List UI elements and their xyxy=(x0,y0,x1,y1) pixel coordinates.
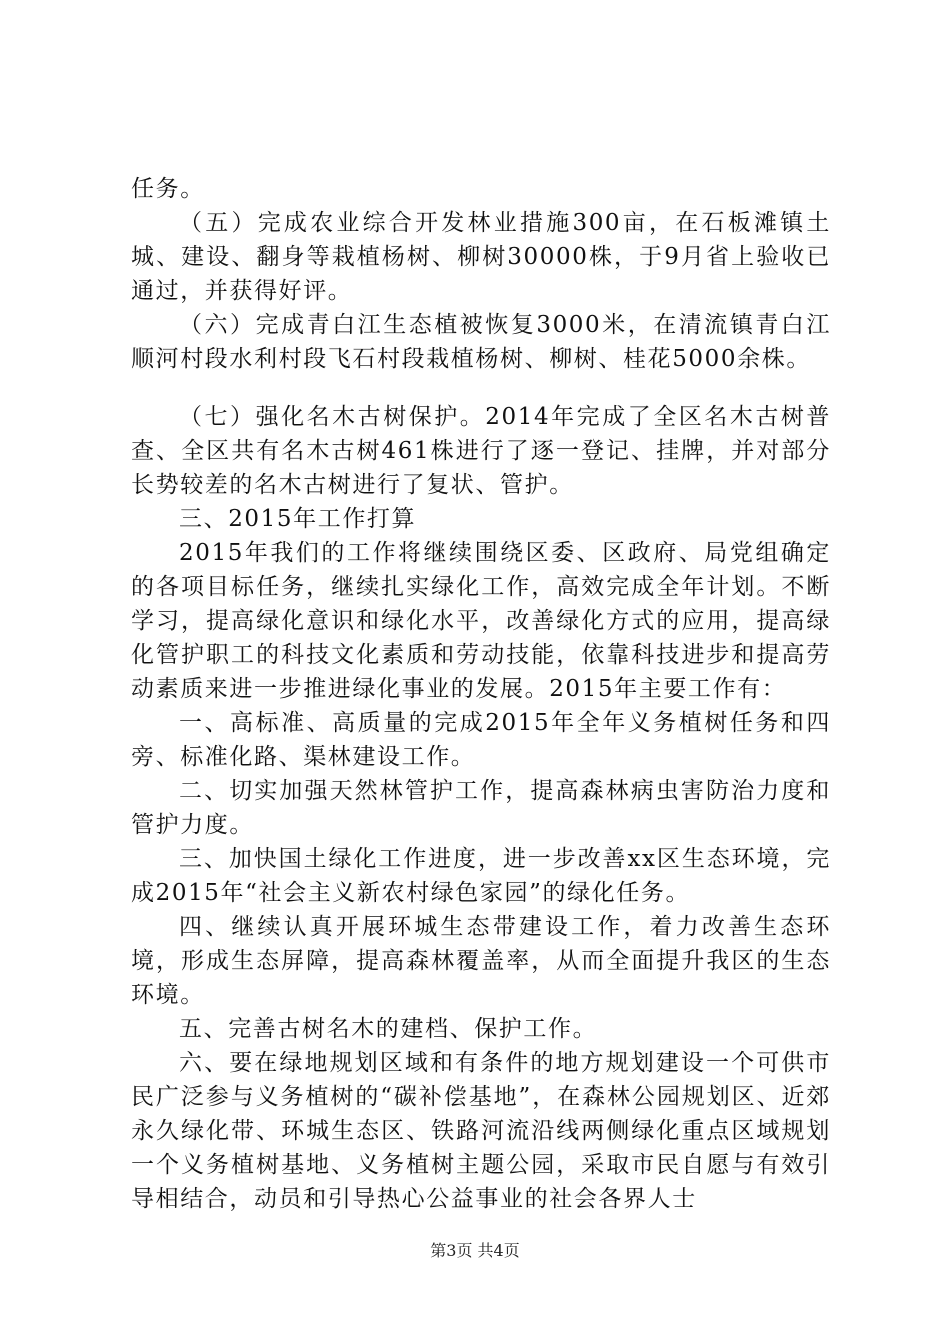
plan-item-6: 六、要在绿地规划区域和有条件的地方规划建设一个可供市民广泛参与义务植树的“碳补偿基地”，在森林公园规划区、近郊永久绿化带、环城生态区、铁路河流沿线两侧绿化重点区域规划一个义务植树基地、义务植树主题公园，采取市民自愿与有效引导相结合，动员和引导热心公益事业的社会各界人士 xyxy=(131,1050,831,1212)
paragraph-gap xyxy=(131,376,831,400)
page-number-label: 第3页 共4页 xyxy=(430,1241,520,1260)
paragraph-continuation: 任务。 xyxy=(131,176,205,202)
paragraph-item-7: （七）强化名木古树保护。2014年完成了全区名木古树普查、全区共有名木古树461株进行了逐一登记、挂牌，并对部分长势较差的名木古树进行了复状、管护。 xyxy=(131,404,831,498)
page-footer xyxy=(0,1241,950,1261)
plan-item-2: 二、切实加强天然林管护工作，提高森林病虫害防治力度和管护力度。 xyxy=(131,778,831,838)
plan-item-4: 四、继续认真开展环城生态带建设工作，着力改善生态环境，形成生态屏障，提高森林覆盖率，从而全面提升我区的生态环境。 xyxy=(131,914,831,1008)
document-body xyxy=(131,172,831,1216)
plan-item-3: 三、加快国土绿化工作进度，进一步改善xx区生态环境，完成2015年“社会主义新农村绿色家园”的绿化任务。 xyxy=(131,846,831,906)
plan-item-1: 一、高标准、高质量的完成2015年全年义务植树任务和四旁、标准化路、渠林建设工作。 xyxy=(131,710,831,770)
paragraph-item-6: （六）完成青白江生态植被恢复3000米，在清流镇青白江顺河村段水利村段飞石村段栽植杨树、柳树、桂花5000余株。 xyxy=(131,312,831,372)
paragraph-plan-intro: 2015年我们的工作将继续围绕区委、区政府、局党组确定的各项目标任务，继续扎实绿化工作，高效完成全年计划。不断学习，提高绿化意识和绿化水平，改善绿化方式的应用，提高绿化管护职工的科技文化素质和劳动技能，依靠科技进步和提高劳动素质来进一步推进绿化事业的发展。2015年主要工作有： xyxy=(131,540,831,702)
section-heading-plan: 三、2015年工作打算 xyxy=(179,506,417,532)
paragraph-item-5: （五）完成农业综合开发林业措施300亩，在石板滩镇土城、建设、翻身等栽植杨树、柳树30000株，于9月省上验收已通过，并获得好评。 xyxy=(131,210,831,304)
plan-item-5: 五、完善古树名木的建档、保护工作。 xyxy=(179,1016,598,1042)
